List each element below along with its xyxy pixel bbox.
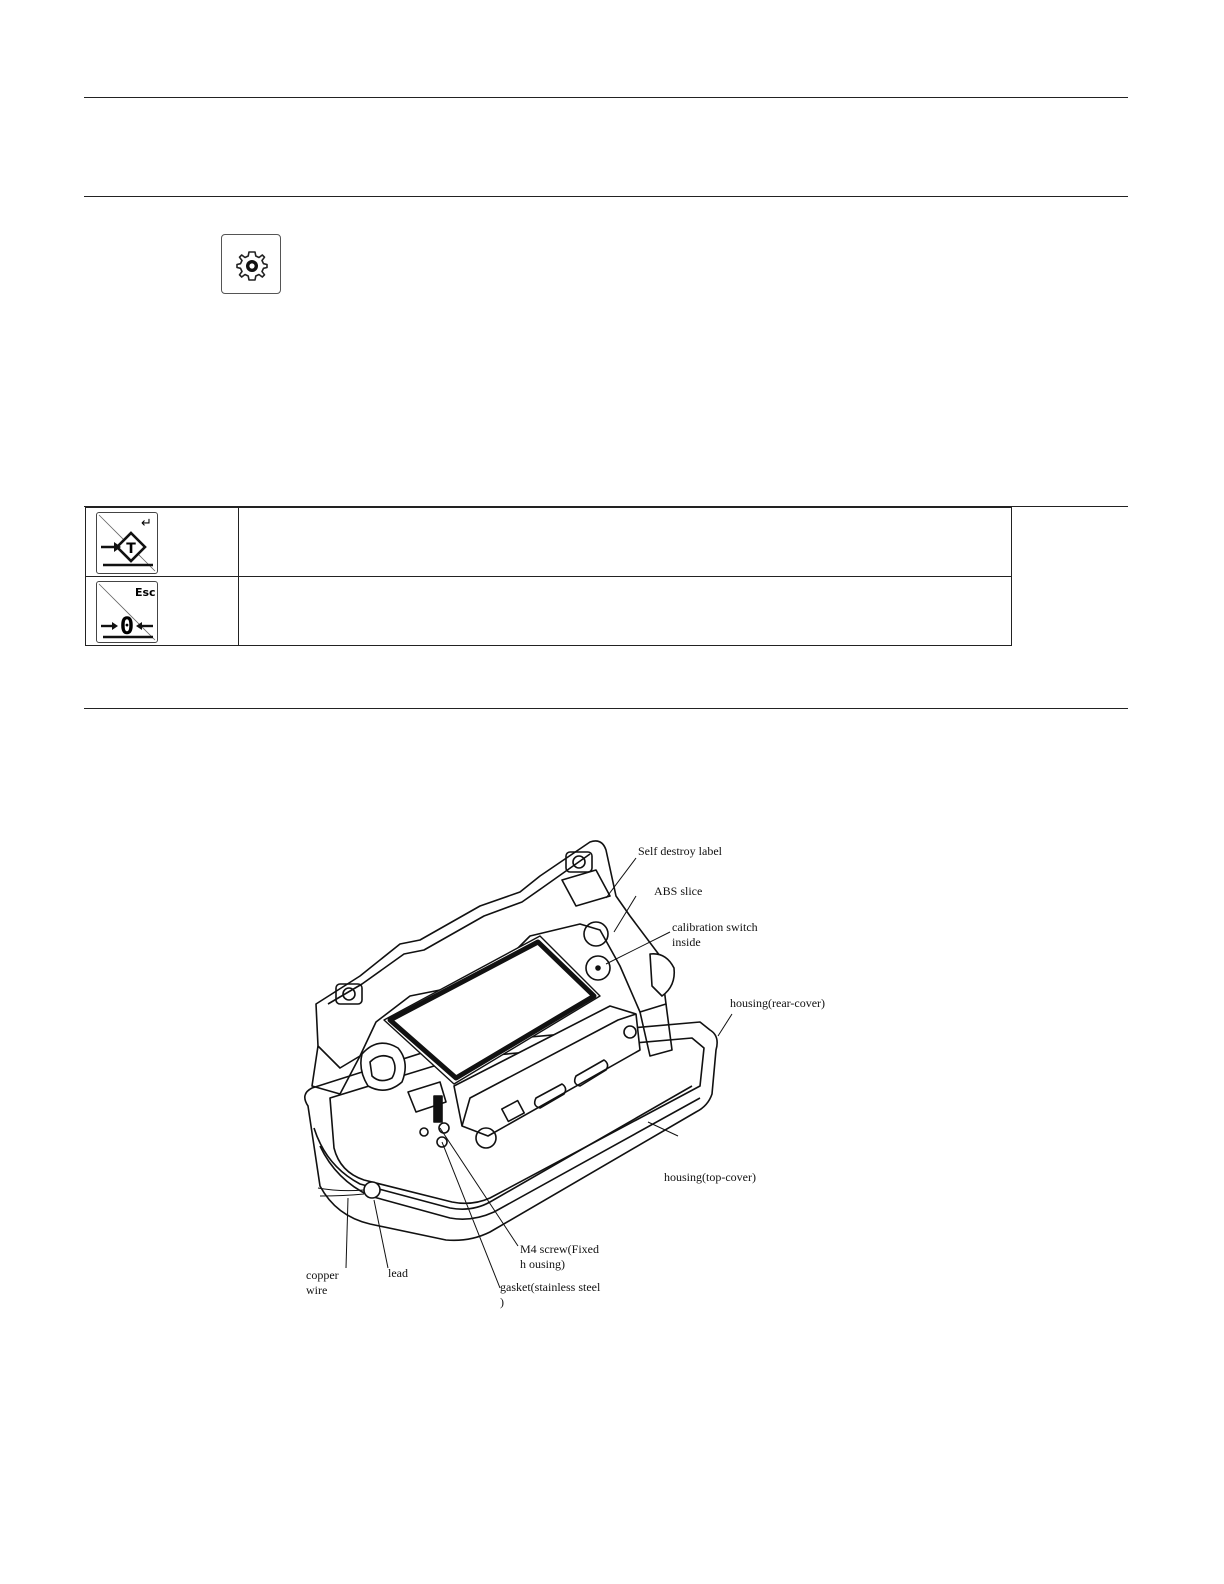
key-function-table: [85, 507, 1012, 646]
esc-label: Esc: [135, 586, 156, 599]
housing-sealing-diagram: [300, 836, 860, 1316]
enter-symbol: ↵: [141, 516, 152, 531]
label-gasket: gasket(stainless steel ): [500, 1280, 601, 1309]
label-rear-cover: housing(rear-cover): [730, 996, 826, 1010]
zero-symbol: 0: [119, 612, 135, 640]
settings-key[interactable]: [221, 234, 281, 294]
tare-symbol: T: [126, 541, 136, 557]
label-copper-wire: copper wire: [306, 1268, 339, 1297]
section-rule-3: [84, 708, 1128, 709]
tare-enter-key-icon: [97, 513, 157, 573]
table-row: [86, 508, 1012, 577]
section-rule-1: [84, 196, 1128, 197]
top-rule: [84, 97, 1128, 98]
label-abs-slice: ABS slice: [654, 884, 703, 898]
label-self-destroy: Self destroy label: [638, 844, 722, 858]
zero-esc-key[interactable]: [96, 581, 158, 643]
label-calibration-switch: calibration switch inside: [672, 920, 758, 949]
table-row: [86, 577, 1012, 646]
zero-esc-key-icon: [97, 582, 157, 642]
tare-key-description: [239, 508, 1012, 577]
label-m4-screw: M4 screw(Fixed h ousing): [520, 1242, 599, 1271]
gear-icon: [234, 247, 270, 283]
tare-enter-key[interactable]: [96, 512, 158, 574]
zero-key-description: [239, 577, 1012, 646]
label-top-cover: housing(top-cover): [664, 1170, 756, 1184]
label-lead: lead: [388, 1266, 408, 1280]
